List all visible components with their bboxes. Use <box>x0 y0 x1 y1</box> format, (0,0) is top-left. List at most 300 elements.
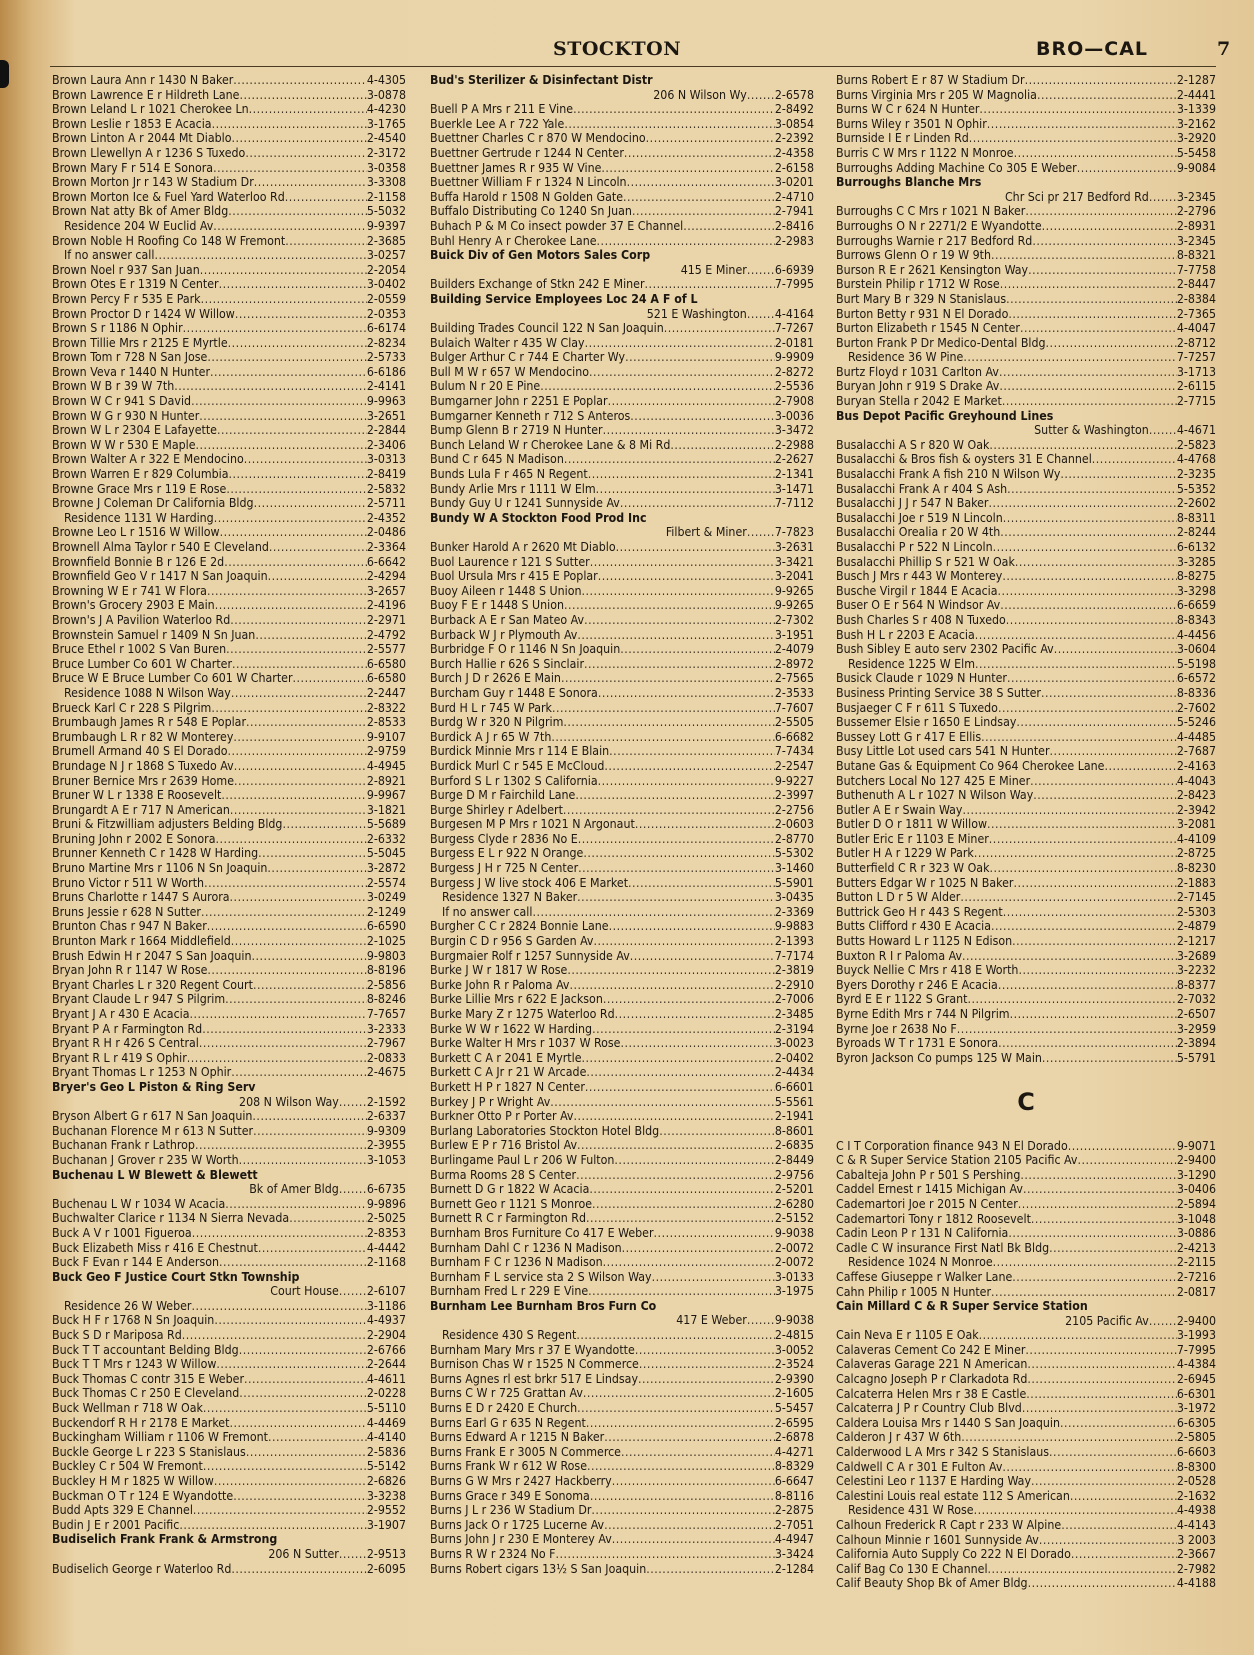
listing-phone: 3-1053 <box>366 1152 406 1167</box>
listing-phone: 2-8492 <box>774 102 814 117</box>
listing-entry <box>430 569 814 584</box>
listing-phone: 2-3533 <box>774 685 814 700</box>
listing-name: Burnett Geo r 1121 S Monroe <box>430 1196 593 1211</box>
listing-entry <box>52 934 406 949</box>
listing-name: Building Service Employees Loc 24 A F of L <box>430 291 698 306</box>
listing-name: Buck Thomas C r 250 E Cleveland <box>52 1386 240 1401</box>
listing-phone: 2-6835 <box>774 1138 814 1153</box>
listing-name: Bundy W A Stockton Food Prod Inc <box>430 510 647 525</box>
listing-phone: 4-4188 <box>1176 1576 1216 1591</box>
listing-name: Burns Virginia Mrs r 205 W Magnolia <box>836 87 1037 102</box>
leader-dots <box>628 876 775 891</box>
listing-entry <box>836 1051 1216 1066</box>
listing-phone: 2-4079 <box>774 642 814 657</box>
listing-phone: 8-8601 <box>774 1123 814 1138</box>
leader-dots <box>199 409 367 424</box>
listing-name: Burns Frank E r 3005 N Commerce <box>430 1444 621 1459</box>
listing-name: 206 N Wilson Wy <box>653 87 747 102</box>
leader-dots <box>963 350 1176 365</box>
listing-entry <box>430 277 814 292</box>
listing-entry <box>430 540 814 555</box>
leader-dots <box>207 350 366 365</box>
listing-phone: 2-8931 <box>1176 218 1216 233</box>
listing-name: Bush H L r 2203 E Acacia <box>836 627 975 642</box>
leader-dots <box>239 1386 367 1401</box>
leader-dots <box>191 394 367 409</box>
listing-entry <box>836 1474 1216 1489</box>
leader-dots <box>960 890 1176 905</box>
listing-entry <box>430 1036 814 1051</box>
listing-name: Burroughs Blanche Mrs <box>836 175 982 190</box>
listing-entry <box>430 1065 814 1080</box>
listing-entry <box>52 788 406 803</box>
listing-entry <box>52 642 406 657</box>
leader-dots <box>187 1051 367 1066</box>
listing-name: Burton Betty r 931 N El Dorado <box>836 306 1009 321</box>
listing-phone: 6-6174 <box>366 321 406 336</box>
listing-entry <box>52 88 406 103</box>
listing-entry <box>836 117 1216 132</box>
listing-phone: 3-2631 <box>774 540 814 554</box>
listing-phone: 4-4442 <box>366 1240 406 1255</box>
leader-dots <box>1020 321 1177 336</box>
leader-dots <box>957 1022 1177 1037</box>
listing-entry <box>430 1372 814 1387</box>
listing-name: Brunner Kenneth C r 1428 W Harding <box>52 846 259 861</box>
listing-entry <box>430 219 814 234</box>
listing-entry <box>52 905 406 920</box>
listing-entry <box>52 482 406 497</box>
listing-name: Byroads W T r 1731 E Sonora <box>836 1036 999 1051</box>
leader-dots <box>1006 292 1177 307</box>
listing-phone: 2-0228 <box>366 1386 406 1401</box>
listing-phone: 2-9759 <box>366 744 406 759</box>
listing-phone: 2-1605 <box>774 1386 814 1401</box>
listing-entry <box>430 992 814 1007</box>
leader-dots <box>961 1430 1177 1445</box>
listing-entry <box>52 628 406 643</box>
leader-dots <box>1027 1357 1176 1372</box>
leader-dots <box>1012 934 1177 949</box>
listing-entry <box>52 511 406 526</box>
listing-phone: 2-6578 <box>774 87 814 102</box>
listing-phone: 2-8234 <box>366 335 406 350</box>
listing-name: Bruno Victor r 511 W Worth <box>52 875 205 890</box>
leader-dots <box>196 438 367 453</box>
listing-entry <box>52 1372 406 1387</box>
listing-name: Burns Frank W r 612 W Rose <box>430 1459 588 1474</box>
listing-name: Brown Otes E r 1319 N Center <box>52 277 219 292</box>
listing-phone: 2-0181 <box>774 335 814 350</box>
listing-phone: 8-8321 <box>1176 248 1216 263</box>
listing-entry <box>836 1547 1216 1562</box>
leader-dots <box>293 671 367 686</box>
leader-dots <box>231 934 367 949</box>
listing-name: 415 E Miner <box>680 262 747 277</box>
listing-entry <box>430 102 814 117</box>
listing-name: Bruce W E Bruce Lumber Co 601 W Charter <box>52 671 293 686</box>
listing-name: Butts Clifford r 430 E Acacia <box>836 919 992 934</box>
listing-name: Burdg W r 320 N Pilgrim <box>430 715 564 730</box>
leader-dots <box>230 803 367 818</box>
leader-dots <box>604 1518 775 1533</box>
listing-entry <box>430 1182 814 1197</box>
listing-entry <box>430 365 814 380</box>
listing-name: Business Printing Service 38 S Sutter <box>836 685 1041 700</box>
listing-entry <box>430 730 814 745</box>
leader-dots <box>987 117 1177 132</box>
listing-phone: 2-5836 <box>366 1444 406 1459</box>
listing-entry <box>430 1343 814 1358</box>
listing-entry <box>430 817 814 832</box>
leader-dots <box>339 1284 367 1299</box>
leader-dots <box>1149 423 1177 438</box>
listing-name: Calestini Louis real estate 112 S American <box>836 1488 1070 1503</box>
leader-dots <box>258 1241 367 1256</box>
listing-phone: 2-6115 <box>1176 379 1216 394</box>
listing-name: 417 E Weber <box>676 1313 747 1328</box>
listing-phone: 2-3406 <box>366 437 406 452</box>
listing-entry <box>430 1284 814 1299</box>
listing-column-2 <box>430 73 814 1576</box>
listing-name: Brown W W r 530 E Maple <box>52 437 196 452</box>
listing-entry <box>430 394 814 409</box>
leader-dots <box>1060 467 1176 482</box>
listing-phone: 2-7145 <box>1176 890 1216 905</box>
listing-name: Brown Lawrence E r Hildreth Lane <box>52 87 240 102</box>
leader-dots <box>203 1401 367 1416</box>
listing-name: Buchenau L W Blewett & Blewett <box>52 1167 258 1182</box>
listing-phone: 2-6337 <box>366 1109 406 1124</box>
listing-phone: 2-6158 <box>774 160 814 175</box>
listing-phone: 3-2920 <box>1176 131 1216 146</box>
listing-phone: 3-1972 <box>1176 1401 1216 1416</box>
listing-phone: 5-5791 <box>1176 1050 1216 1065</box>
listing-phone: 2-9552 <box>366 1503 406 1518</box>
listing-name: Burke J W r 1817 W Rose <box>430 963 568 978</box>
listing-entry <box>430 307 814 322</box>
listing-entry <box>836 744 1216 759</box>
listing-entry <box>836 876 1216 891</box>
listing-name: Burgess J W live stock 406 E Market <box>430 875 629 890</box>
listing-entry <box>836 292 1216 307</box>
leader-dots <box>638 1372 775 1387</box>
listing-name: Busalacchi Phillip S r 521 W Oak <box>836 554 1015 569</box>
leader-dots <box>1031 1212 1177 1227</box>
listing-name: Burnett R C r Farmington Rd <box>430 1211 587 1226</box>
listing-phone: 7-7995 <box>774 277 814 292</box>
listing-entry <box>430 934 814 949</box>
listing-phone: 2-7687 <box>1176 744 1216 759</box>
leader-dots <box>1032 234 1177 249</box>
leader-dots <box>213 161 367 176</box>
leader-dots <box>1025 204 1176 219</box>
listing-phone: 6-6682 <box>774 729 814 744</box>
leader-dots <box>268 569 367 584</box>
leader-dots <box>627 175 775 190</box>
leader-dots <box>747 307 775 322</box>
listing-name: Buoy F E r 1448 S Union <box>430 598 565 613</box>
listing-entry <box>430 117 814 132</box>
listing-name: Bulum N r 20 E Pine <box>430 379 541 394</box>
listing-name: If no answer call <box>442 904 533 919</box>
leader-dots <box>551 730 774 745</box>
listing-phone: 4-4938 <box>1176 1503 1216 1518</box>
listing-entry <box>52 1270 406 1285</box>
leader-dots <box>228 204 367 219</box>
listing-phone: 3-0435 <box>774 890 814 905</box>
leader-dots <box>1092 452 1177 467</box>
listing-phone: 7-7823 <box>774 525 814 540</box>
listing-entry <box>836 963 1216 978</box>
listing-entry <box>430 1138 814 1153</box>
leader-dots <box>598 569 775 584</box>
leader-dots <box>252 1109 366 1124</box>
listing-phone: 8-8196 <box>366 963 406 978</box>
listing-phone: 2-6945 <box>1176 1372 1216 1387</box>
listing-phone: 2-8384 <box>1176 291 1216 306</box>
listing-phone: 3-1186 <box>366 1298 406 1313</box>
leader-dots <box>234 759 367 774</box>
leader-dots <box>1007 482 1177 497</box>
listing-phone: 3-2232 <box>1176 963 1216 978</box>
listing-name: Brown Leland L r 1021 Cherokee Ln <box>52 102 249 117</box>
listing-name: Burns John J r 230 E Monterey Av <box>430 1532 612 1547</box>
listing-name: Burns Edward A r 1215 N Baker <box>430 1430 605 1445</box>
listing-entry <box>430 1080 814 1095</box>
leader-dots <box>974 846 1177 861</box>
listing-name: Burgess J H r 725 N Center <box>430 861 579 876</box>
listing-name: Burgin C D r 956 S Garden Av <box>430 934 594 949</box>
leader-dots <box>603 423 775 438</box>
listing-name: Buthenuth A L r 1027 N Wilson Way <box>836 788 1034 803</box>
listing-phone: 4-4143 <box>1176 1518 1216 1532</box>
leader-dots <box>1022 1401 1177 1416</box>
listing-entry <box>836 234 1216 249</box>
listing-entry <box>430 496 814 511</box>
listing-name: Butterfield C R r 323 W Oak <box>836 861 990 876</box>
listing-name: Buettner Gertrude r 1244 N Center <box>430 145 624 160</box>
listing-name: Burkett C A r 2041 E Myrtle <box>430 1050 582 1065</box>
listing-phone: 2-0402 <box>774 1050 814 1065</box>
listing-phone: 4-4047 <box>1176 321 1216 336</box>
listing-phone: 2-0072 <box>774 1255 814 1270</box>
listing-entry <box>430 1416 814 1431</box>
leader-dots <box>214 1313 367 1328</box>
listing-entry <box>836 1212 1216 1227</box>
listing-name: Burns J L r 236 W Stadium Dr <box>430 1503 592 1518</box>
listing-name: Bruni & Fitzwilliam adjusters Belding Bldg <box>52 817 283 832</box>
leader-dots <box>598 774 775 789</box>
listing-entry <box>430 1022 814 1037</box>
listing-entry <box>430 671 814 686</box>
listing-name: Burdick A J r 65 W 7th <box>430 729 552 744</box>
listing-name: Bryant J A r 430 E Acacia <box>52 1007 190 1021</box>
listing-phone: 2-0817 <box>1176 1284 1216 1299</box>
listing-entry <box>52 1255 406 1270</box>
listing-name: Button L D r 5 W Alder <box>836 890 961 905</box>
leader-dots <box>1025 73 1177 88</box>
leader-dots <box>670 438 774 453</box>
listing-entry <box>430 1474 814 1489</box>
leader-dots <box>593 934 774 949</box>
listing-name: Calif Bag Co 130 E Channel <box>836 1561 988 1576</box>
listing-entry <box>52 336 406 351</box>
leader-dots <box>620 642 775 657</box>
listing-phone: 4-4485 <box>1176 729 1216 744</box>
listing-phone: 2-9400 <box>1176 1153 1216 1168</box>
leader-dots <box>991 1285 1177 1300</box>
leader-dots <box>245 146 366 161</box>
listing-entry <box>52 1459 406 1474</box>
listing-entry <box>836 730 1216 745</box>
leader-dots <box>1149 1314 1177 1329</box>
listing-phone: 6-6603 <box>1176 1445 1216 1460</box>
listing-name: Brunton Mark r 1664 Middlefield <box>52 934 231 949</box>
listing-name: Bk of Amer Bldg <box>249 1182 339 1197</box>
leader-dots <box>974 1503 1177 1518</box>
listing-name: Burge Shirley r Adelbert <box>430 802 563 817</box>
listing-name: Buhl Henry A r Cherokee Lane <box>430 233 597 248</box>
listing-name: C I T Corporation finance 943 N El Dorado <box>836 1138 1068 1153</box>
listing-entry <box>836 1065 1216 1080</box>
leader-dots <box>577 1138 775 1153</box>
leader-dots <box>564 117 774 132</box>
listing-phone: 6-6939 <box>774 262 814 277</box>
leader-dots <box>255 628 366 643</box>
listing-name: Burd H L r 745 W Park <box>430 700 552 715</box>
listing-name: Byron Jackson Co pumps 125 W Main <box>836 1050 1042 1065</box>
leader-dots <box>1068 1139 1177 1154</box>
leader-dots <box>567 963 775 978</box>
leader-dots <box>1050 744 1177 759</box>
leader-dots <box>339 1182 367 1197</box>
listing-name: Buettner James R r 935 W Vine <box>430 160 602 175</box>
listing-phone: 5-5032 <box>366 204 406 219</box>
listing-entry <box>430 744 814 759</box>
leader-dots <box>616 540 775 555</box>
listing-phone: 2-5574 <box>366 875 406 890</box>
leader-dots <box>589 1182 774 1197</box>
listing-name: Calhoun Frederick R Capt r 233 W Alpine <box>836 1518 1062 1532</box>
listing-phone: 2-5711 <box>366 496 406 511</box>
leader-dots <box>195 1138 367 1153</box>
leader-dots <box>339 1095 367 1110</box>
leader-dots <box>569 978 774 993</box>
listing-name: Burlang Laboratories Stockton Hotel Bldg <box>430 1123 660 1138</box>
listing-entry <box>52 1124 406 1139</box>
listing-name: Butts Howard L r 1125 N Edison <box>836 934 1013 949</box>
leader-dots <box>612 1532 775 1547</box>
listing-name: Burns Robert E r 87 W Stadium Dr <box>836 73 1025 87</box>
listing-phone: 5-5352 <box>1176 481 1216 496</box>
leader-dots <box>179 1518 366 1533</box>
leader-dots <box>1016 715 1176 730</box>
listing-entry <box>430 613 814 628</box>
listing-phone: 2-2115 <box>1176 1255 1216 1270</box>
listing-phone: 2-5025 <box>366 1211 406 1226</box>
leader-dots <box>635 1343 775 1358</box>
listing-phone: 5-5561 <box>774 1094 814 1109</box>
listing-name: Buckman O T r 124 E Wyandotte <box>52 1488 234 1503</box>
leader-dots <box>578 832 775 847</box>
listing-name: Brumbaugh James R r 548 E Poplar <box>52 715 247 730</box>
listing-phone: 2-0353 <box>366 306 406 321</box>
listing-phone: 3-0133 <box>774 1269 814 1284</box>
listing-entry <box>430 686 814 701</box>
listing-entry <box>836 1299 1216 1314</box>
leader-dots <box>635 817 775 832</box>
listing-name: Buckley H M r 1825 W Willow <box>52 1474 214 1488</box>
listing-phone: 2-4196 <box>366 598 406 613</box>
listing-entry <box>836 350 1216 365</box>
listing-entry <box>430 788 814 803</box>
listing-phone: 2-0603 <box>774 817 814 832</box>
listing-phone: 2-3819 <box>774 963 814 978</box>
listing-phone: 2-7216 <box>1176 1269 1216 1284</box>
listing-name: Brundage N J r 1868 S Tuxedo Av <box>52 758 234 773</box>
listing-phone: 2-3485 <box>774 1007 814 1021</box>
listing-phone: 2-8353 <box>366 1225 406 1240</box>
listing-phone: 9-9883 <box>774 919 814 934</box>
listing-name: Budd Apts 329 E Channel <box>52 1503 193 1518</box>
listing-phone: 2-4163 <box>1176 758 1216 773</box>
listing-phone: 2-2844 <box>366 423 406 438</box>
leader-dots <box>1014 146 1177 161</box>
leader-dots <box>219 1255 367 1270</box>
listing-phone: 3-1471 <box>774 481 814 496</box>
listing-phone: 3-2959 <box>1176 1021 1216 1036</box>
listing-phone: 2-8533 <box>366 715 406 730</box>
listing-entry <box>52 248 406 263</box>
leader-dots <box>232 131 367 146</box>
listing-entry <box>430 1226 814 1241</box>
leader-dots <box>1008 307 1176 322</box>
listing-entry <box>430 1489 814 1504</box>
leader-dots <box>590 1489 775 1504</box>
listing-entry <box>836 1489 1216 1504</box>
leader-dots <box>249 102 367 117</box>
listing-entry <box>430 949 814 964</box>
leader-dots <box>234 774 367 789</box>
listing-phone: 3-1048 <box>1176 1211 1216 1226</box>
listing-name: Butler D O r 1811 W Willow <box>836 817 988 832</box>
listing-phone: 3-0854 <box>774 116 814 131</box>
listing-entry <box>52 1532 406 1547</box>
leader-dots <box>1023 1182 1177 1197</box>
listing-phone: 2-7715 <box>1176 394 1216 409</box>
listing-entry <box>52 1080 406 1095</box>
listing-name: Burroughs O N r 2271/2 E Wyandotte <box>836 218 1042 233</box>
listing-name: Brown's J A Pavilion Waterloo Rd <box>52 612 231 627</box>
listing-entry <box>836 1007 1216 1022</box>
listing-name: Burns Earl G r 635 N Regent <box>430 1415 586 1430</box>
leader-dots <box>239 1343 367 1358</box>
leader-dots <box>204 876 367 891</box>
listing-entry <box>430 409 814 424</box>
listing-phone: 2-8272 <box>774 364 814 379</box>
listing-phone: 2-8322 <box>366 700 406 715</box>
listing-entry <box>430 379 814 394</box>
listing-name: Brown Linton A r 2044 Mt Diablo <box>52 131 232 146</box>
leader-dots <box>1002 569 1176 584</box>
listing-entry <box>430 204 814 219</box>
leader-dots <box>258 846 367 861</box>
leader-dots <box>199 1036 367 1051</box>
listing-phone: 3-0313 <box>366 452 406 467</box>
listing-phone: 4-4384 <box>1176 1357 1216 1372</box>
listing-name: Residence 204 W Euclid Av <box>64 218 214 233</box>
